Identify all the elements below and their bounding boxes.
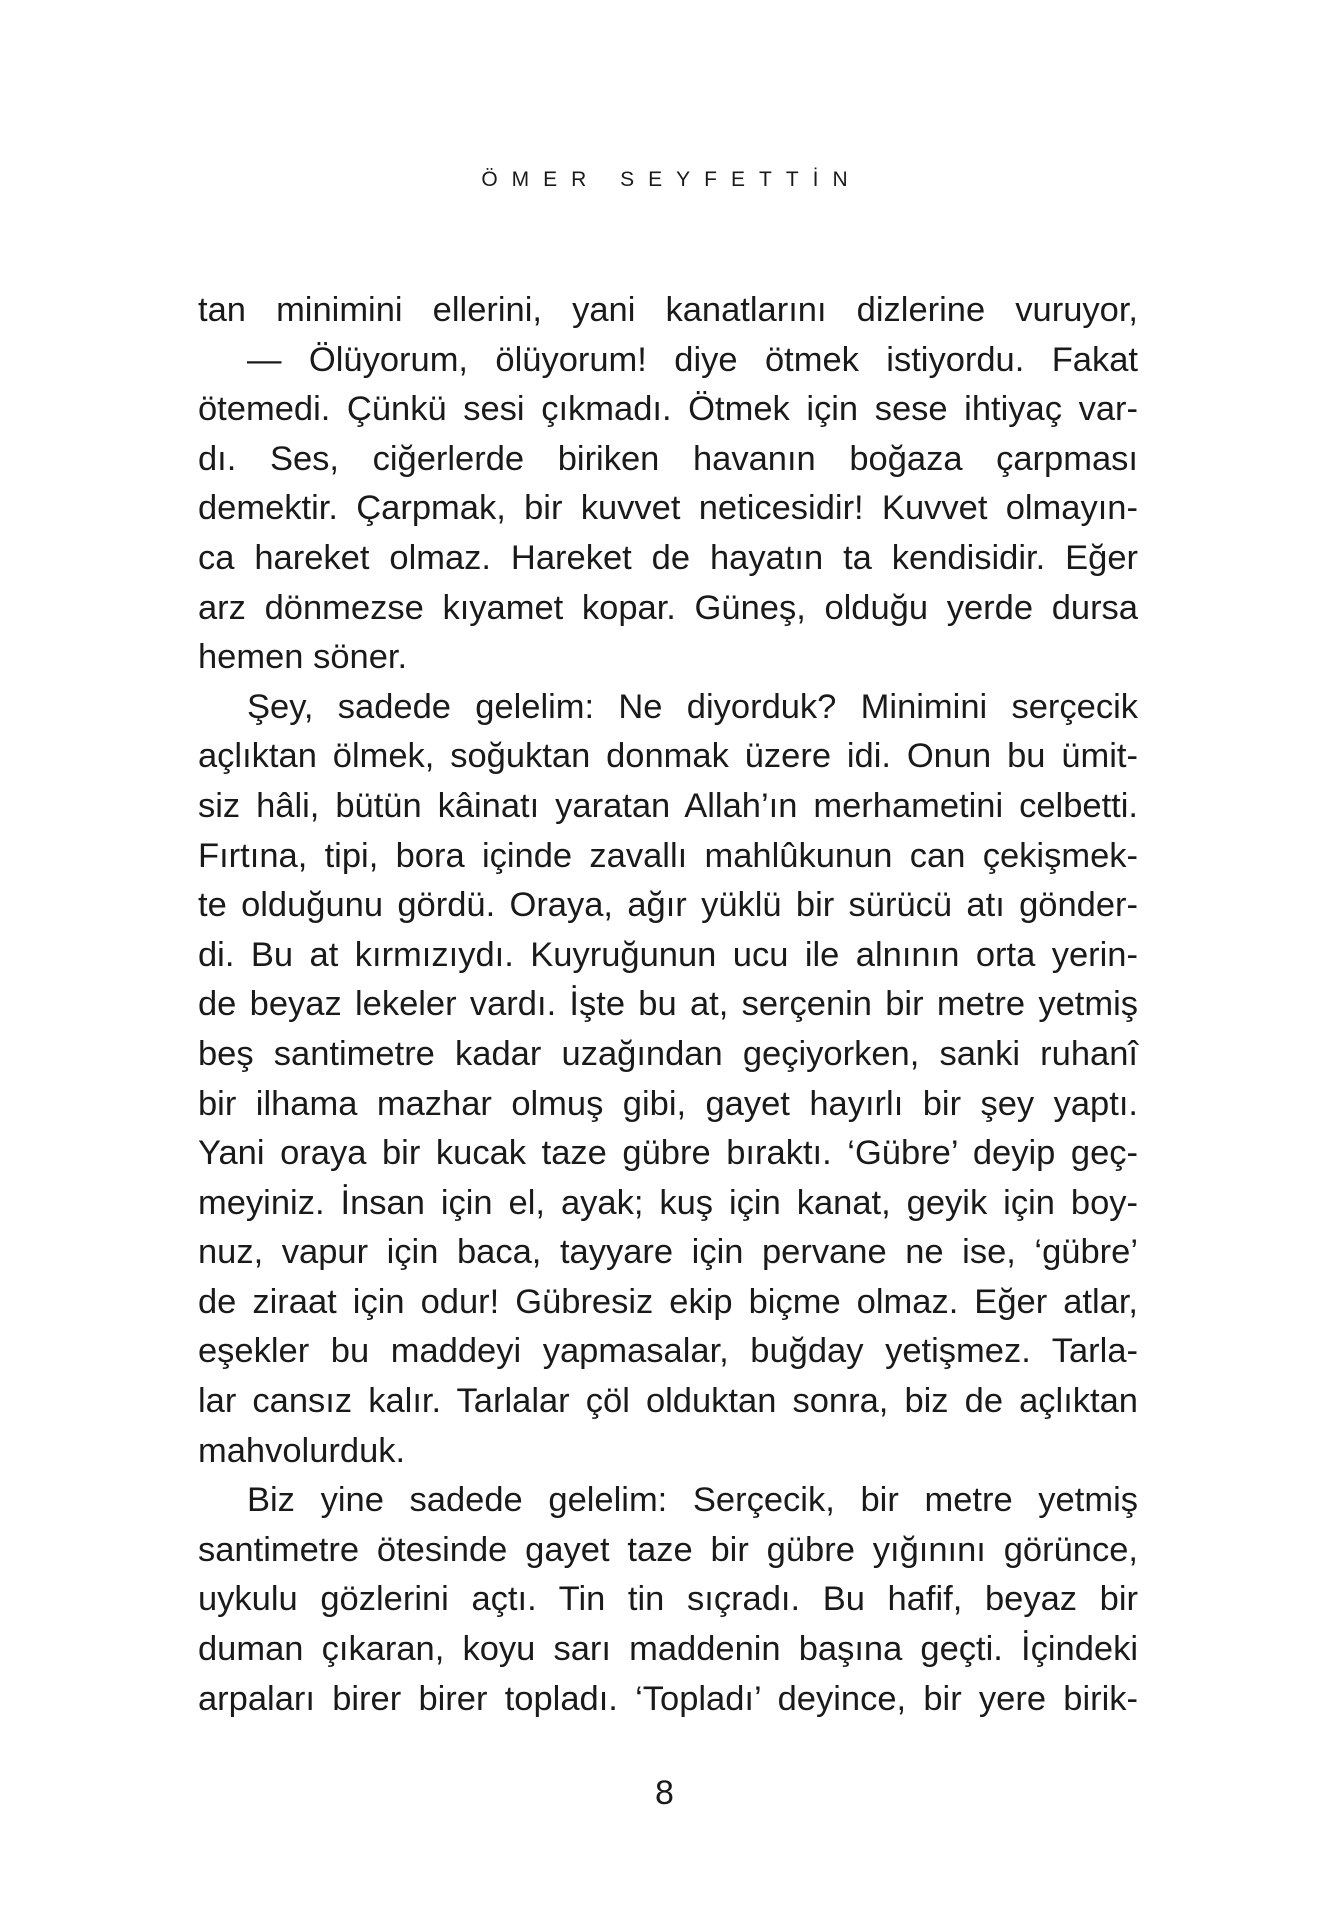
running-header: ÖMER SEYFETTİN xyxy=(481,168,862,191)
text-line: uykulu gözlerini açtı. Tin tin sıçradı. Bu hafif, beyaz bir xyxy=(198,1580,1138,1619)
text-line: — Ölüyorum, ölüyorum! diye ötmek istiyordu. Fakat xyxy=(247,340,1138,379)
text-line: Biz yine sadede gelelim: Serçecik, bir metre yetmiş xyxy=(247,1481,1138,1520)
text-line: Şey, sadede gelelim: Ne diyorduk? Minimini serçecik xyxy=(247,687,1138,726)
text-line: santimetre ötesinde gayet taze bir gübre yığınını görünce, xyxy=(198,1530,1138,1569)
text-line: di. Bu at kırmızıydı. Kuyruğunun ucu ile alnının orta yerin- xyxy=(198,935,1138,974)
text-line: de beyaz lekeler vardı. İşte bu at, serçenin bir metre yetmiş xyxy=(198,985,1138,1024)
text-line: demektir. Çarpmak, bir kuvvet neticesidir! Kuvvet olmayın- xyxy=(198,489,1138,528)
text-line: arpaları birer birer topladı. ‘Topladı’ deyince, bir yere birik- xyxy=(198,1679,1138,1718)
text-line: lar cansız kalır. Tarlalar çöl olduktan sonra, biz de açlıktan xyxy=(198,1382,1138,1421)
text-line: dı. Ses, ciğerlerde biriken havanın boğaza çarpması xyxy=(198,439,1138,478)
text-line: nuz, vapur için baca, tayyare için pervane ne ise, ‘gübre’ xyxy=(198,1233,1138,1272)
text-line: ötemedi. Çünkü sesi çıkmadı. Ötmek için sese ihtiyaç var- xyxy=(198,390,1138,429)
text-line: duman çıkaran, koyu sarı maddenin başına geçti. İçindeki xyxy=(198,1630,1138,1669)
text-line: hemen söner. xyxy=(198,638,408,677)
text-line: beş santimetre kadar uzağından geçiyorken, sanki ruhanî xyxy=(198,1034,1138,1073)
text-line: meyiniz. İnsan için el, ayak; kuş için kanat, geyik için boy- xyxy=(198,1183,1138,1222)
text-line: ca hareket olmaz. Hareket de hayatın ta kendisidir. Eğer xyxy=(198,538,1138,577)
text-line: arz dönmezse kıyamet kopar. Güneş, olduğu yerde dursa xyxy=(198,588,1138,627)
text-line: mahvolurduk. xyxy=(198,1431,406,1470)
text-line: eşekler bu maddeyi yapmasalar, buğday yetişmez. Tarla- xyxy=(198,1332,1138,1371)
text-line: bir ilhama mazhar olmuş gibi, gayet hayırlı bir şey yaptı. xyxy=(198,1084,1138,1123)
body-text xyxy=(198,286,1138,1724)
text-line: siz hâli, bütün kâinatı yaratan Allah’ın merhametini celbetti. xyxy=(198,786,1138,825)
page-number: 8 xyxy=(655,1774,674,1812)
text-line: te olduğunu gördü. Oraya, ağır yüklü bir sürücü atı gönder- xyxy=(198,886,1138,925)
text-line: de ziraat için odur! Gübresiz ekip biçme olmaz. Eğer atlar, xyxy=(198,1282,1138,1321)
text-line: tan minimini ellerini, yani kanatlarını dizlerine vuruyor, xyxy=(198,291,1138,329)
text-line: açlıktan ölmek, soğuktan donmak üzere idi. Onun bu ümit- xyxy=(198,737,1138,776)
text-line: Yani oraya bir kucak taze gübre bıraktı. ‘Gübre’ deyip geç- xyxy=(198,1134,1138,1173)
text-line: Fırtına, tipi, bora içinde zavallı mahlûkunun can çekişmek- xyxy=(198,836,1138,875)
